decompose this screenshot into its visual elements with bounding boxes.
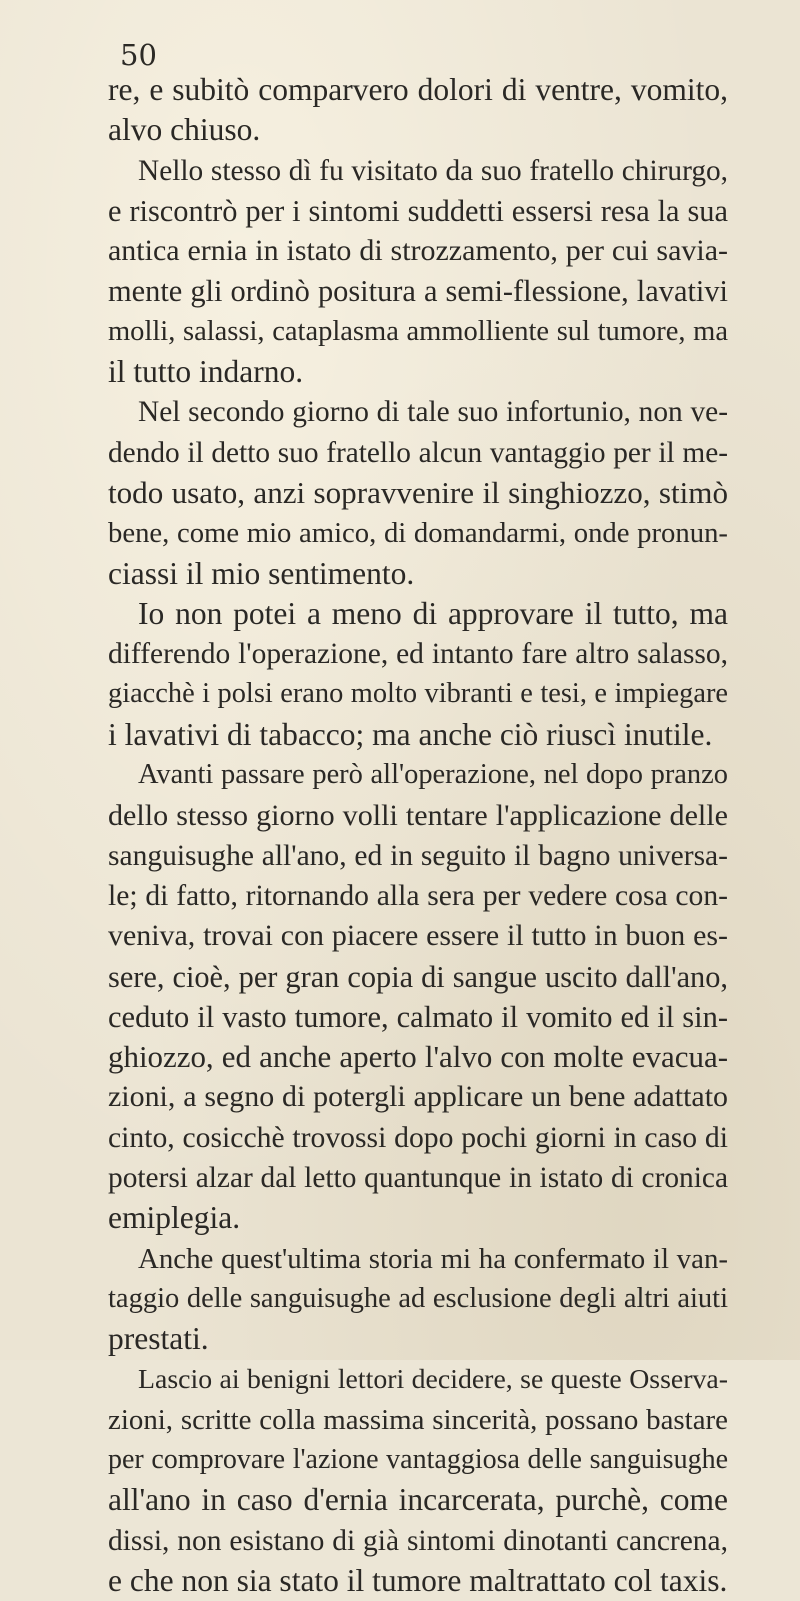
text-line: dello stesso giorno volli tentare l'applicazione delle (108, 798, 728, 833)
text-line: Anche quest'ultima storia mi ha confermato il van- (138, 1242, 728, 1275)
text-line: potersi alzar dal letto quantunque in istato di cronica (108, 1162, 728, 1195)
text-line: ghiozzo, ed anche aperto l'alvo con molte evacua- (108, 1039, 728, 1075)
text-line: ciassi il mio sentimento. (108, 555, 415, 591)
text-line: Io non potei a meno di approvare il tutto, ma (138, 595, 728, 631)
text-line: veniva, trovai con piacere essere il tutto in buon es- (108, 919, 728, 953)
text-line: molli, salassi, cataplasma ammolliente sul tumore, ma (108, 315, 728, 347)
text-line: le; di fatto, ritornando alla sera per vedere cosa con- (108, 879, 728, 912)
text-line: emiplegia. (108, 1200, 241, 1236)
text-line: alvo chiuso. (108, 112, 261, 148)
text-line: Nel secondo giorno di tale suo infortunio, non ve- (138, 396, 728, 429)
text-line: dissi, non esistano di già sintomi dinotanti cancrena, (108, 1524, 728, 1557)
text-line: dendo il detto suo fratello alcun vantaggio per il me- (108, 436, 728, 469)
page-number: 50 (120, 38, 157, 72)
text-line: sere, cioè, per gran copia di sangue uscito dall'ano, (108, 959, 728, 994)
text-line: bene, come mio amico, di domandarmi, onde pronun- (108, 517, 728, 550)
text-line: per comprovare l'azione vantaggiosa delle sanguisughe (108, 1444, 728, 1476)
text-line: giacchè i polsi erano molto vibranti e tesi, e impiegare (108, 678, 728, 710)
text-line: Avanti passare però all'operazione, nel dopo pranzo (138, 759, 728, 791)
text-line: differendo l'operazione, ed intanto fare altro salasso, (108, 638, 728, 671)
body-text (108, 70, 728, 1601)
text-line: Lascio ai benigni lettori decidere, se queste Osserva- (138, 1363, 728, 1395)
text-line: sanguisughe all'ano, ed in seguito il bagno universa- (108, 839, 728, 872)
text-line: all'ano in caso d'ernia incarcerata, purchè, come (108, 1482, 728, 1518)
text-line: ceduto il vasto tumore, calmato il vomito ed il sin- (108, 999, 728, 1034)
text-line: todo usato, anzi sopravvenire il singhiozzo, stimò (108, 474, 728, 510)
text-line: i lavativi di tabacco; ma anche ciò riuscì inutile. (108, 716, 713, 752)
text-line: Nello stesso dì fu visitato da suo fratello chirurgo, (138, 154, 728, 187)
text-line: prestati. (108, 1321, 209, 1357)
text-line: zioni, a segno di potergli applicare un bene adattato (108, 1080, 728, 1114)
text-line: e riscontrò per i sintomi suddetti essersi resa la sua (108, 193, 728, 228)
text-line: il tutto indarno. (108, 354, 304, 390)
text-line: re, e subitò comparvero dolori di ventre, vomito, (108, 72, 728, 107)
text-line: taggio delle sanguisughe ad esclusione degli altri aiuti (108, 1282, 728, 1314)
text-line: cinto, cosicchè trovossi dopo pochi giorni in caso di (108, 1121, 728, 1154)
text-line: e che non sia stato il tumore maltrattato col taxis. (108, 1562, 728, 1598)
text-line: antica ernia in istato di strozzamento, per cui savia- (108, 234, 728, 268)
text-line: zioni, scritte colla massima sincerità, possano bastare (108, 1403, 728, 1436)
text-line: mente gli ordinò positura a semi-flessione, lavativi (108, 274, 728, 309)
